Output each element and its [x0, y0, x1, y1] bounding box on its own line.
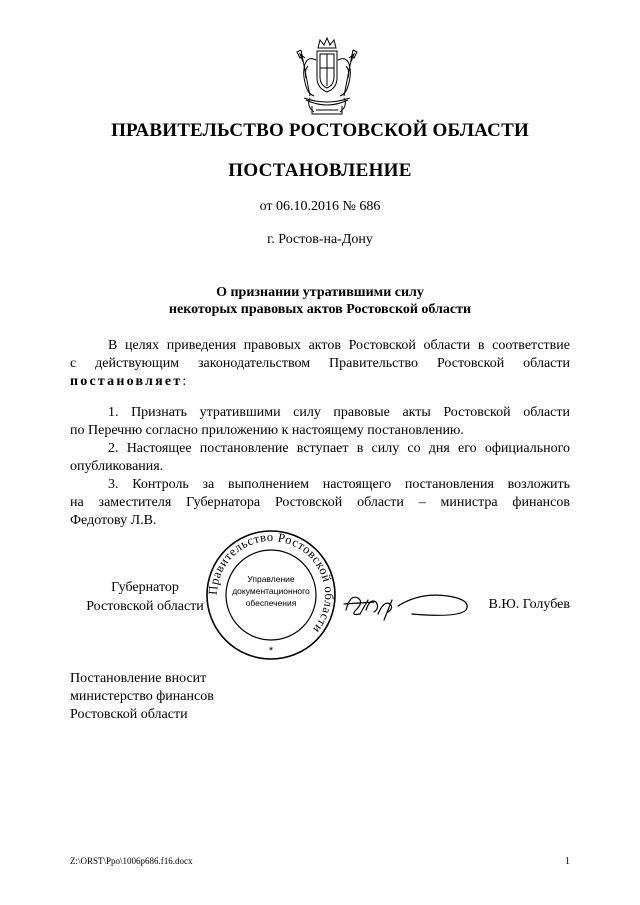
- stamp-inner-line: Управление: [247, 574, 295, 584]
- signatory-title: [70, 578, 220, 616]
- submitter-line: Ростовской области: [70, 707, 188, 722]
- document-date-number: от 06.10.2016 № 686: [259, 199, 381, 214]
- paragraph-line: по Перечню согласно приложению к настоящему постановлению.: [70, 423, 464, 438]
- resolves-verb: постановляет: [70, 374, 183, 389]
- stamp-outer-text: Правительство Ростовской области: [205, 529, 337, 637]
- document-type: ПОСТАНОВЛЕНИЕ: [228, 160, 412, 181]
- submitter-line: министерство финансов: [70, 689, 214, 704]
- signatory-title-line: Губернатор: [111, 580, 179, 595]
- numbered-item-3: [70, 476, 570, 530]
- paragraph-line: 3. Контроль за выполнением настоящего постановления возложить: [108, 477, 570, 492]
- document-city: г. Ростов-на-Дону: [267, 232, 373, 247]
- stamp-inner-line: документационного: [232, 586, 310, 596]
- colon: :: [182, 374, 187, 389]
- submitted-by-block: [70, 670, 310, 724]
- preamble-paragraph: [70, 337, 570, 391]
- paragraph-line: с действующим законодательством Правительство Ростовской области: [70, 356, 570, 371]
- paragraph-line: [70, 373, 570, 391]
- numbered-item-1: [70, 404, 570, 440]
- paragraph-line: Федотову Л.В.: [70, 513, 157, 528]
- page-number: 1: [565, 856, 570, 867]
- subject-line: некоторых правовых актов Ростовской области: [168, 302, 472, 317]
- official-stamp: [204, 528, 338, 662]
- submitter-line: Постановление вносит: [70, 671, 207, 686]
- paragraph-line: В целях приведения правовых актов Ростовской области в соответствие: [108, 338, 570, 353]
- stamp-star: *: [268, 645, 274, 657]
- signatory-name: В.Ю. Голубев: [488, 597, 570, 612]
- paragraph-line: 1. Признать утратившими силу правовые акты Ростовской области: [108, 405, 570, 420]
- coat-of-arms-icon: [296, 36, 358, 120]
- stamp-inner-line: обеспечения: [245, 598, 297, 608]
- paragraph-line: на заместителя Губернатора Ростовской области – министра финансов: [70, 495, 570, 510]
- document-subject: [0, 284, 640, 318]
- handwritten-signature: [340, 580, 475, 624]
- numbered-item-2: [70, 440, 570, 476]
- paragraph-line: 2. Настоящее постановление вступает в силу со дня его официального: [108, 441, 570, 456]
- subject-line: О признании утратившими силу: [216, 285, 424, 300]
- government-title: ПРАВИТЕЛЬСТВО РОСТОВСКОЙ ОБЛАСТИ: [111, 120, 529, 141]
- signatory-title-line: Ростовской области: [86, 599, 204, 614]
- paragraph-line: опубликования.: [70, 459, 164, 474]
- footer-file-path: Z:\ORST\Ppo\1006p686.f16.docx: [70, 856, 193, 866]
